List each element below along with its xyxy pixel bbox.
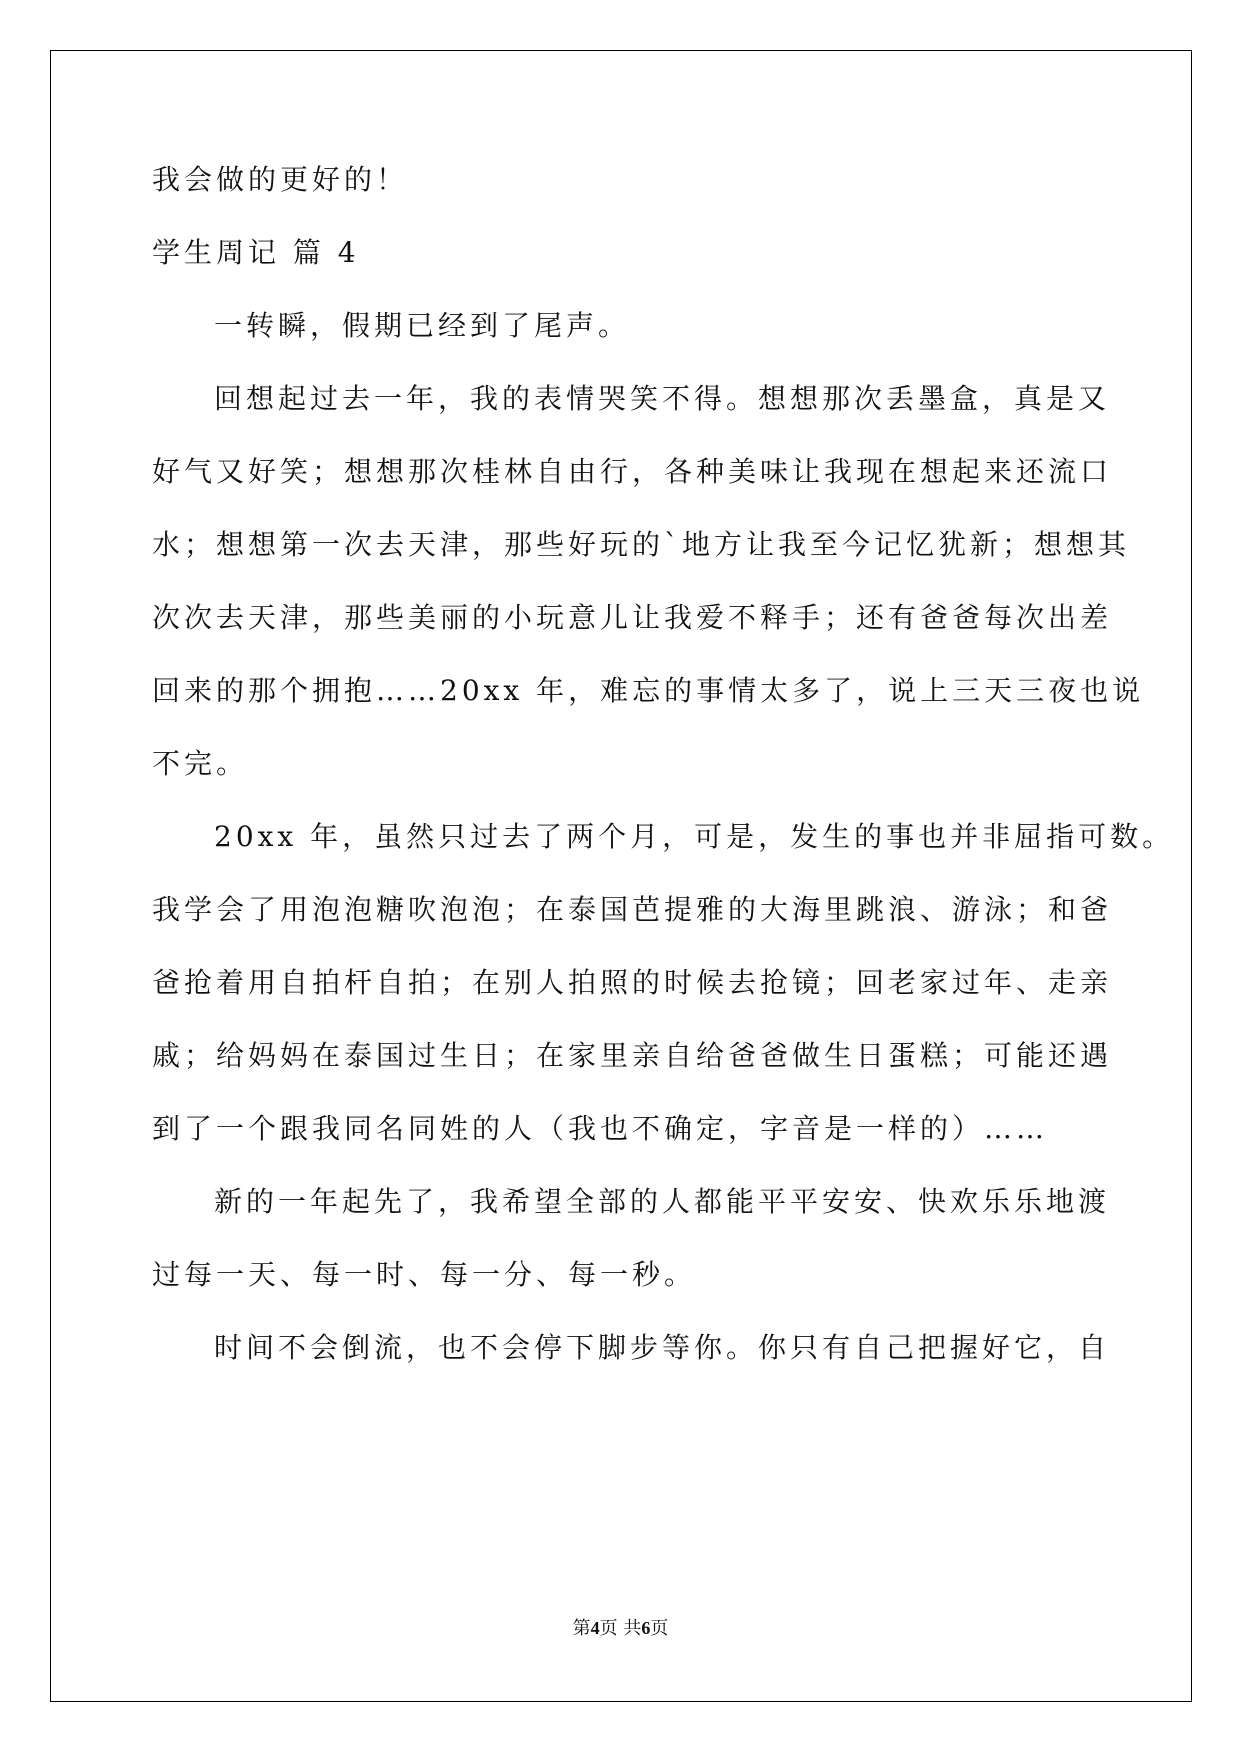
total-page-count: 6 xyxy=(641,1618,651,1638)
page-border xyxy=(50,50,1192,1702)
footer-mid: 页 共 xyxy=(599,1618,642,1639)
paragraph-line: 时间不会倒流，也不会停下脚步等你。你只有自己把握好它，自 xyxy=(214,1331,1111,1364)
footer-prefix: 第 xyxy=(572,1618,591,1639)
paragraph-line: 回想起过去一年，我的表情哭笑不得。想想那次丢墨盒，真是又 xyxy=(214,382,1111,415)
paragraph-line: 过每一天、每一时、每一分、每一秒。 xyxy=(152,1258,697,1291)
paragraph-line: 新的一年起先了，我希望全部的人都能平平安安、快欢乐乐地渡 xyxy=(214,1185,1111,1218)
paragraph-line: 爸抢着用自拍杆自拍；在别人拍照的时候去抢镜；回老家过年、走亲 xyxy=(152,966,1113,999)
current-page-number: 4 xyxy=(590,1618,600,1638)
paragraph-line: 回来的那个拥抱……20xx 年，难忘的事情太多了，说上三天三夜也说 xyxy=(152,674,1145,707)
paragraph-line: 一转瞬，假期已经到了尾声。 xyxy=(214,309,631,342)
text-line: 我会做的更好的！ xyxy=(152,163,409,196)
paragraph-line: 我学会了用泡泡糖吹泡泡；在泰国芭提雅的大海里跳浪、游泳；和爸 xyxy=(152,893,1113,926)
paragraph-line: 水；想想第一次去天津，那些好玩的`地方让我至今记忆犹新；想想其 xyxy=(152,528,1131,561)
paragraph-line: 不完。 xyxy=(152,747,249,780)
section-heading: 学生周记 篇 4 xyxy=(152,236,360,269)
paragraph-line: 20xx 年，虽然只过去了两个月，可是，发生的事也并非屈指可数。 xyxy=(214,820,1175,853)
footer-suffix: 页 xyxy=(650,1618,669,1639)
paragraph-line: 好气又好笑；想想那次桂林自由行，各种美味让我现在想起来还流口 xyxy=(152,455,1113,488)
paragraph-line: 戚；给妈妈在泰国过生日；在家里亲自给爸爸做生日蛋糕；可能还遇 xyxy=(152,1039,1113,1072)
paragraph-line: 次次去天津，那些美丽的小玩意儿让我爱不释手；还有爸爸每次出差 xyxy=(152,601,1113,634)
page-footer xyxy=(0,1614,1241,1640)
paragraph-line: 到了一个跟我同名同姓的人（我也不确定，字音是一样的）…… xyxy=(152,1112,1049,1145)
